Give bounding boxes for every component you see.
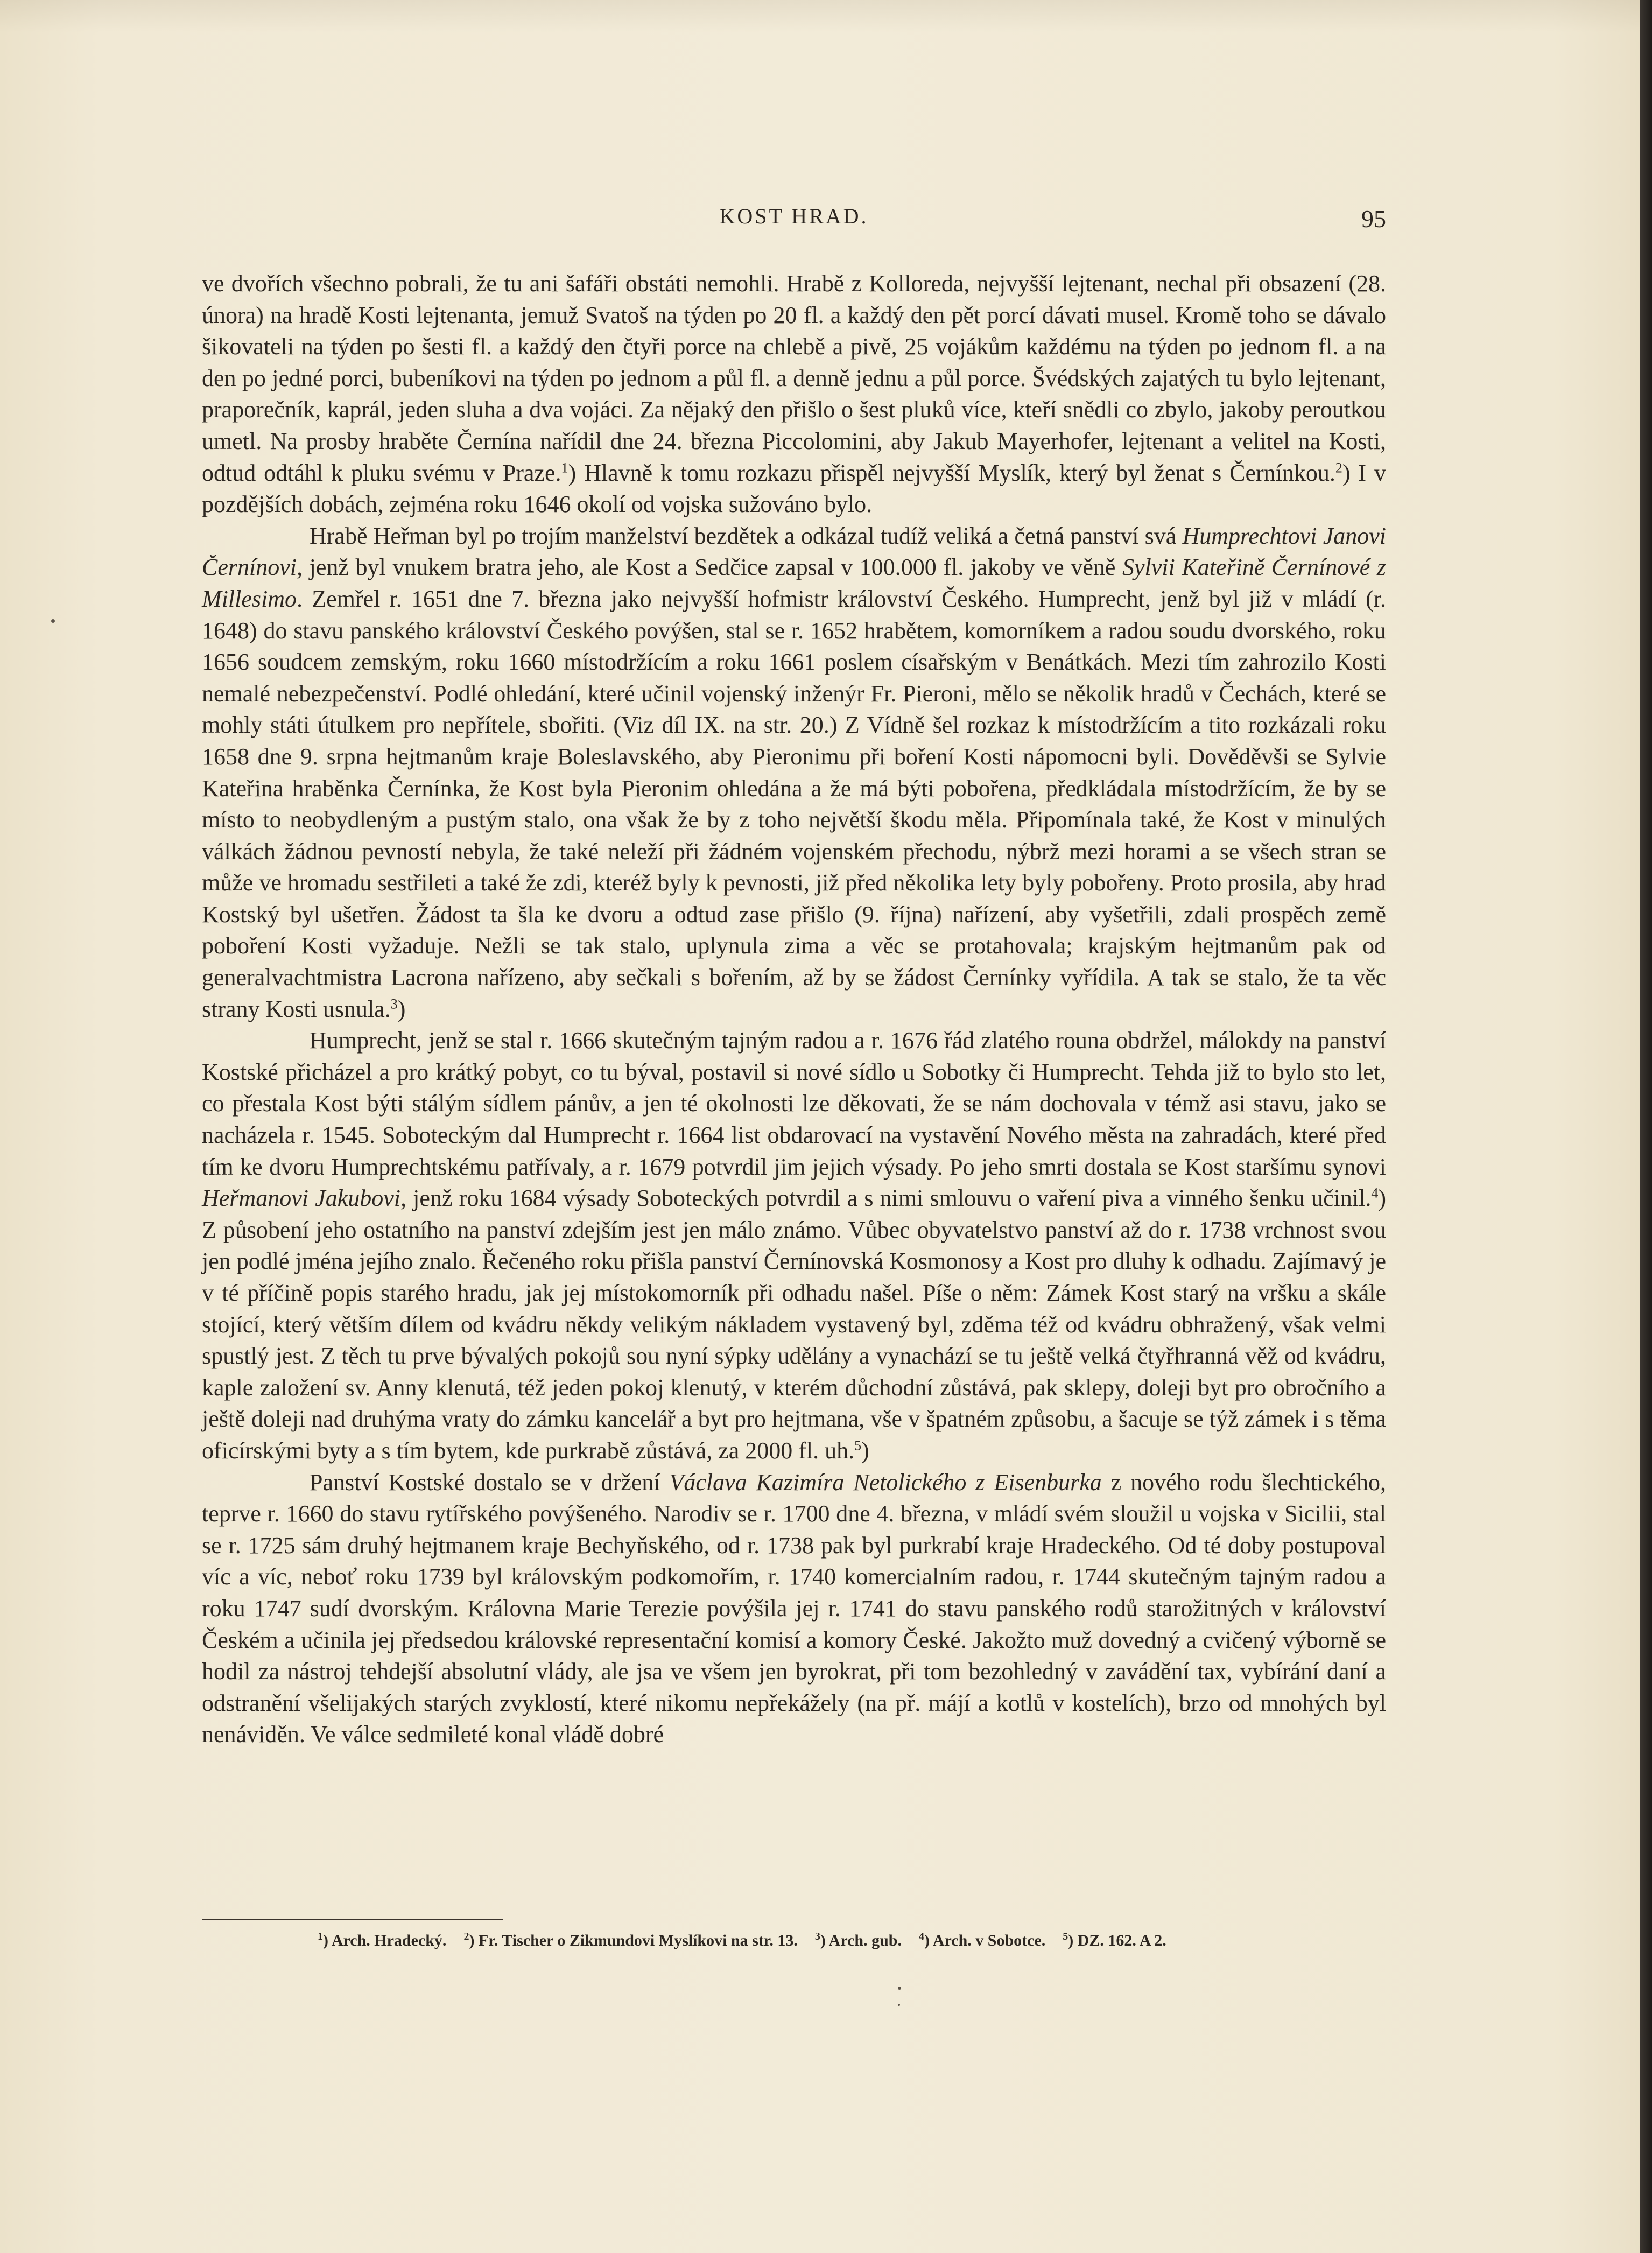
footnote-number: 5	[1063, 1931, 1068, 1942]
text-run: . Zemřel r. 1651 dne 7. března jako nejvyšší hofmistr království Českého. Humprecht, jenž byl již v mládí (r. 1648) do stavu panského království Českého povýšen, stal se r. 1652 hrabětem, komorníkem a radou soudu dvorského, roku 1656 soudcem zemským, roku 1660 místodržícím a roku 1661 poslem císařským v Benátkách. Mezi tím zahrozilo Kosti nemalé nebezpečenství. Podlé ohledání, které učinil vojenský inženýr Fr. Pieroni, mělo se několik hradů v Čechách, které se mohly státi útulkem pro nepřítele, sbořiti. (Viz díl IX. na str. 20.) Z Vídně šel rozkaz k místodržícím a tito rozkázali roku 1658 dne 9. srpna hejtmanům kraje Boleslavského, aby Pieronimu při boření Kosti nápomocni byli. Dověděvši se Sylvie Kateřina hraběnka Černínka, že Kost byla Pieronim ohledána a že má býti pobořena, předkládala místodržícím, že by se místo to neobydleným a pustým stalo, ona však že by z toho největší škodu měla. Připomínala také, že Kost v minulých válkách žádnou pevností nebyla, že také neleží při žádném vojenském přechodu, nýbrž mezi horami a se všech stran se může ve hromadu sestřileti a také že zdi, kteréž byly k pevnosti, již před několika lety byly pobořeny. Proto prosila, aby hrad Kostský byl ušetřen. Žádost ta šla ke dvoru a odtud zase přišlo (9. října) nařízení, aby vyšetřili, zdali prospěch země poboření Kosti vyžaduje. Nežli se tak stalo, uplynula zima a věc se protahovala; krajským hejtmanům pak od generalvachtmistra Lacrona nařízeno, aby sečkali s bořením, až by se žádost Černínky vyřídila. A tak se stalo, že ta věc strany Kosti usnula.	[202, 585, 1386, 1022]
text-run: Humprecht, jenž se stal r. 1666 skutečným tajným radou a r. 1676 řád zlatého rouna obdržel, málokdy na panství Kostské přicházel a pro krátký pobyt, co tu býval, postavil si nové sídlo u Sobotky či Humprecht. Tehda již to bylo sto let, co přestala Kost býti stálým sídlem pánův, a jen té okolnosti lze děkovati, že se nám dochovala v témž asi stavu, jako se nacházela r. 1545. Soboteckým dal Humprecht r. 1664 list obdarovací na vystavění Nového města na zahradách, které před tím ke dvoru Humprechtskému patřívaly, a r. 1679 potvrdil jim jejich výsady. Po jeho smrti dostala se Kost staršímu synovi	[202, 1027, 1386, 1180]
footnote-ref: 2	[1335, 459, 1342, 475]
footnote-ref: 4	[1371, 1185, 1379, 1201]
footnote-text: ) Arch. v Sobotce.	[924, 1932, 1046, 1949]
footnote-text: ) Fr. Tischer o Zikmundovi Myslíkovi na str. 13.	[469, 1932, 798, 1949]
footnote	[463, 1930, 797, 1952]
footnote-number: 4	[919, 1931, 924, 1942]
paragraph	[202, 1025, 1386, 1466]
footnote-ref: 5	[854, 1437, 862, 1454]
page-edge-shadow	[1640, 0, 1652, 2253]
footnote-divider	[202, 1919, 503, 1920]
paper-speck	[898, 2004, 900, 2006]
text-run: )	[397, 995, 406, 1022]
text-run: ve dvořích všechno pobrali, že tu ani šafáři obstáti nemohli. Hrabě z Kolloreda, nejvyšší lejtenant, nechal při obsazení (28. února) na hradě Kosti lejtenanta, jemuž Svatoš na týden po 20 fl. a každý den pět porcí dávati musel. Kromě toho se dávalo šikovateli na týden po šesti fl. a každý den čtyři porce na chlebě a pivě, 25 vojákům každému na týden po jednom fl. a na den po jedné porci, bubeníkovi na týden po jednom a půl fl. a denně jednu a půl porce. Švédských zajatých tu bylo lejtenant, praporečník, kaprál, jeden sluha a dva vojáci. Za nějaký den přišlo o šest pluků více, kteří snědli co zbylo, jakoby peroutkou umetl. Na prosby hraběte Černína nařídil dne 24. března Piccolomini, aby Jakub Mayerhofer, lejtenant a velitel na Kosti, odtud odtáhl k pluku svému v Praze.	[202, 270, 1386, 486]
paper-speck	[898, 1987, 901, 1990]
footnote-text: ) Arch. gub.	[820, 1932, 902, 1949]
footnote	[1063, 1930, 1166, 1952]
text-run: ) I v pozdějších dobách, zejména roku 1646 okolí od vojska sužováno bylo.	[202, 459, 1386, 518]
body-text	[202, 268, 1386, 1751]
page-number: 95	[1361, 205, 1386, 233]
paragraph	[202, 521, 1386, 1026]
footnote-number: 2	[463, 1931, 469, 1942]
footnote-number: 3	[814, 1931, 820, 1942]
footnote-ref: 3	[390, 996, 398, 1012]
text-run: Panství Kostské dostalo se v držení	[310, 1469, 670, 1496]
paragraph	[202, 268, 1386, 521]
text-run: ) Hlavně k tomu rozkazu přispěl nejvyšší Myslík, který byl ženat s Černínkou.	[568, 459, 1335, 486]
text-run: Hrabě Heřman byl po trojím manželství bezdětek a odkázal tudíž veliká a četná panství svá	[310, 522, 1183, 549]
footnote-text: ) Arch. Hradecký.	[323, 1932, 447, 1949]
italic-name: Václava Kazimíra Netolického z Eisenburka	[669, 1469, 1102, 1496]
footnote	[919, 1930, 1045, 1952]
footnote-ref: 1	[561, 459, 568, 475]
italic-name: Heřmanovi Jakubovi	[202, 1185, 400, 1212]
footnotes	[318, 1930, 1389, 1952]
text-run: , jenž byl vnukem bratra jeho, ale Kost a Sedčice zapsal v 100.000 fl. jakoby ve věně	[296, 554, 1123, 581]
italic-name: Humprechtovi Janovi Černínovi	[202, 522, 1386, 581]
running-title: KOST HRAD.	[719, 204, 869, 228]
footnote-number: 1	[318, 1931, 323, 1942]
running-head	[202, 203, 1386, 241]
text-run: z nového rodu šlechtického, teprve r. 1660 do stavu rytířského povýšeného. Narodiv se r. 1700 dne 4. března, v mládí svém sloužil u vojska v Sicilii, stal se r. 1725 sám druhý hejtmanem kraje Bechyňského, od r. 1738 pak byl purkrabí kraje Hradeckého. Od té doby postupoval víc a víc, neboť roku 1739 byl královským podkomořím, r. 1740 komercialním radou, r. 1744 skutečným tajným radou a roku 1747 sudí dvorským. Královna Marie Terezie povýšila jej r. 1741 do stavu panského rodů starožitných v království Českém a učinila jej předsedou královské representační komisí a komory České. Jakožto muž dovedný a cvičený výborně se hodil za nástroj tehdejší absolutní vlády, ale jsa ve všem jen byrokrat, při tom bezohledný v zavádění tax, vybírání daní a odstranění všelijakých starých zvyklostí, které nikomu nepřekážely (na př. májí a kotlů v kostelích), brzo od mnohých byl nenáviděn. Ve válce sedmileté konal vládě dobré	[202, 1469, 1386, 1748]
text-run: , jenž roku 1684 výsady Soboteckých potvrdil a s nimi smlouvu o vaření piva a vinného šenku učinil.	[400, 1185, 1372, 1212]
text-run: ) Z působení jeho ostatního na panství zdejším jest jen málo známo. Vůbec obyvatelstvo panství až do r. 1738 vrchnost svou jen podlé jména jejího znalo. Řečeného roku přišla panství Černínovská Kosmonosy a Kost pro dluhy k odhadu. Zajímavý je v té příčině popis starého hradu, jak jej místokomorník při odhadu našel. Píše o něm: Zámek Kost starý na vršku a skále stojící, který větším dílem od kvádru někdy velikým nákladem vystavený byl, zděma též od kvádru obhražený, však velmi spustlý jest. Z těch tu prve bývalých pokojů sou nyní sýpky udělány a vynachází se tu ještě velká čtyřhranná věž od kvádru, kaple založení sv. Anny klenutá, též jeden pokoj klenutý, v kterém důchodní zůstává, pak sklepy, doleji byt pro obročního a ještě doleji nad druhýma vraty do zámku kancelář a byt pro hejtmana, vše v špatném způsobu, a šacuje se týž zámek i s těma oficírskými byty a s tím bytem, kde purkrabě zůstává, za 2000 fl. uh.	[202, 1185, 1386, 1464]
italic-name: Sylvii Kateřině Černínové z Millesimo	[202, 554, 1386, 612]
footnote-text: ) DZ. 162. A 2.	[1068, 1932, 1166, 1949]
paragraph	[202, 1467, 1386, 1751]
footnote	[815, 1930, 902, 1952]
page-top-shadow	[0, 0, 1652, 32]
text-run: )	[861, 1437, 869, 1464]
paper-speck	[51, 619, 55, 623]
footnote	[318, 1930, 446, 1952]
